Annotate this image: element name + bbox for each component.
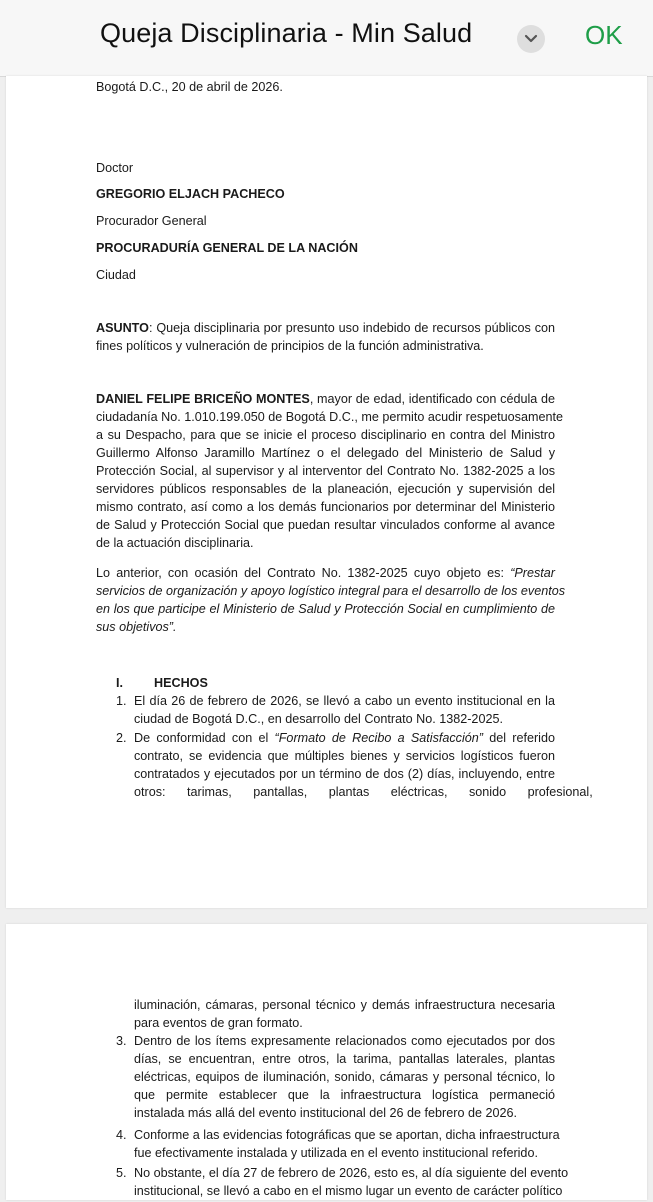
city-line: Ciudad (96, 268, 136, 282)
fact-number-3: 3. (116, 1034, 127, 1048)
date-line: Bogotá D.C., 20 de abril de 2026. (96, 80, 283, 94)
fact-1-line-1: El día 26 de febrero de 2026, se llevó a cabo un evento institucional en la (134, 694, 555, 708)
fact-2-line-3: contratados y ejecutados por un término de dos (2) días, incluyendo, entre (134, 767, 555, 781)
subject-label: ASUNTO (96, 321, 149, 335)
fact-2-cont-line-1: iluminación, cámaras, personal técnico y demás infraestructura necesaria (134, 998, 555, 1012)
object-line-3: en los que participe el Ministerio de Salud y Protección Social en cumplimiento de (96, 602, 555, 616)
top-bar (0, 0, 653, 77)
subject-line-2: fines políticos y vulneración de principios de la función administrativa. (96, 339, 484, 353)
object-line-2: servicios de organización y apoyo logístico integral para el desarrollo de los eventos (96, 584, 566, 598)
fact-3-line-2: días, se encuentran, entre otros, la tarima, pantallas laterales, plantas (134, 1052, 555, 1066)
intro-line-8: de Salud y Protección Social que puedan resultar vinculados conforme al avance (96, 518, 555, 532)
document-title: Queja Disciplinaria - Min Salud (100, 18, 473, 48)
fact-number-5: 5. (116, 1166, 127, 1180)
fact-2-cont-line-2: para eventos de gran formato. (134, 1016, 303, 1030)
fact-5-line-2: institucional, se llevó a cabo en el mismo lugar un evento de carácter político (134, 1184, 563, 1198)
fact-number-1: 1. (116, 694, 127, 708)
intro-line-7: mismo contrato, así como a los demás funcionarios por determinar del Ministerio (96, 500, 555, 514)
fact-3-line-1: Dentro de los ítems expresamente relacionados como ejecutados por dos (134, 1034, 555, 1048)
fact-number-2: 2. (116, 731, 127, 745)
fact-3-line-4: que permite establecer que la infraestructura logística permaneció (134, 1088, 555, 1102)
intro-line-6: servidores públicos responsables de la planeación, ejecución y supervisión del (96, 482, 555, 496)
ok-button[interactable]: OK (585, 20, 623, 50)
document-page-2 (6, 924, 647, 1200)
fact-2-line-4: otros: tarimas, pantallas, plantas eléctricas, sonido profesional, (134, 785, 593, 799)
fact-3-line-3: eléctricas, equipos de iluminación, sonido, cámaras y personal técnico, lo (134, 1070, 555, 1084)
document-page-1 (6, 76, 647, 908)
recipient-name: GREGORIO ELJACH PACHECO (96, 187, 285, 201)
intro-line-4: Guillermo Alfonso Jaramillo Martínez o el delegado del Ministerio de Salud y (96, 446, 555, 460)
intro-line-1: DANIEL FELIPE BRICEÑO MONTES, mayor de edad, identificado con cédula de (96, 392, 555, 406)
object-line-4: sus objetivos”. (96, 620, 177, 634)
chevron-down-icon (524, 34, 538, 44)
fact-3-line-5: instalada más allá del evento institucional del 26 de febrero de 2026. (134, 1106, 517, 1120)
complainant-name: DANIEL FELIPE BRICEÑO MONTES (96, 392, 310, 406)
object-line-1: Lo anterior, con ocasión del Contrato No. 1382-2025 cuyo objeto es: “Prestar (96, 566, 555, 580)
intro-line-9: de la actuación disciplinaria. (96, 536, 254, 550)
title-menu-button[interactable] (517, 25, 545, 53)
intro-line-3: a su Despacho, para que se inicie el proceso disciplinario en contra del Ministro (96, 428, 555, 442)
section-number: I. (116, 676, 123, 690)
fact-4-line-1: Conforme a las evidencias fotográficas que se aportan, dicha infraestructura (134, 1128, 560, 1142)
salutation: Doctor (96, 161, 134, 175)
fact-4-line-2: fue efectivamente instalada y utilizada en el evento institucional referido. (134, 1146, 538, 1160)
subject-line-1: ASUNTO: Queja disciplinaria por presunto uso indebido de recursos públicos con (96, 321, 555, 335)
fact-2-line-1: De conformidad con el “Formato de Recibo a Satisfacción” del referido (134, 731, 555, 745)
fact-number-4: 4. (116, 1128, 127, 1142)
intro-line-2: ciudadanía No. 1.010.199.050 de Bogotá D.C., me permito acudir respetuosamente (96, 410, 563, 424)
institution-name: PROCURADURÍA GENERAL DE LA NACIÓN (96, 241, 358, 255)
fact-5-line-1: No obstante, el día 27 de febrero de 2026, esto es, al día siguiente del evento (134, 1166, 569, 1180)
recipient-title: Procurador General (96, 214, 207, 228)
intro-line-5: Protección Social, al supervisor y al interventor del Contrato No. 1382-2025 a los (96, 464, 555, 478)
fact-1-line-2: ciudad de Bogotá D.C., en desarrollo del Contrato No. 1382-2025. (134, 712, 503, 726)
section-title: HECHOS (154, 676, 208, 690)
fact-2-line-2: contrato, se evidencia que múltiples bienes y servicios logísticos fueron (134, 749, 555, 763)
